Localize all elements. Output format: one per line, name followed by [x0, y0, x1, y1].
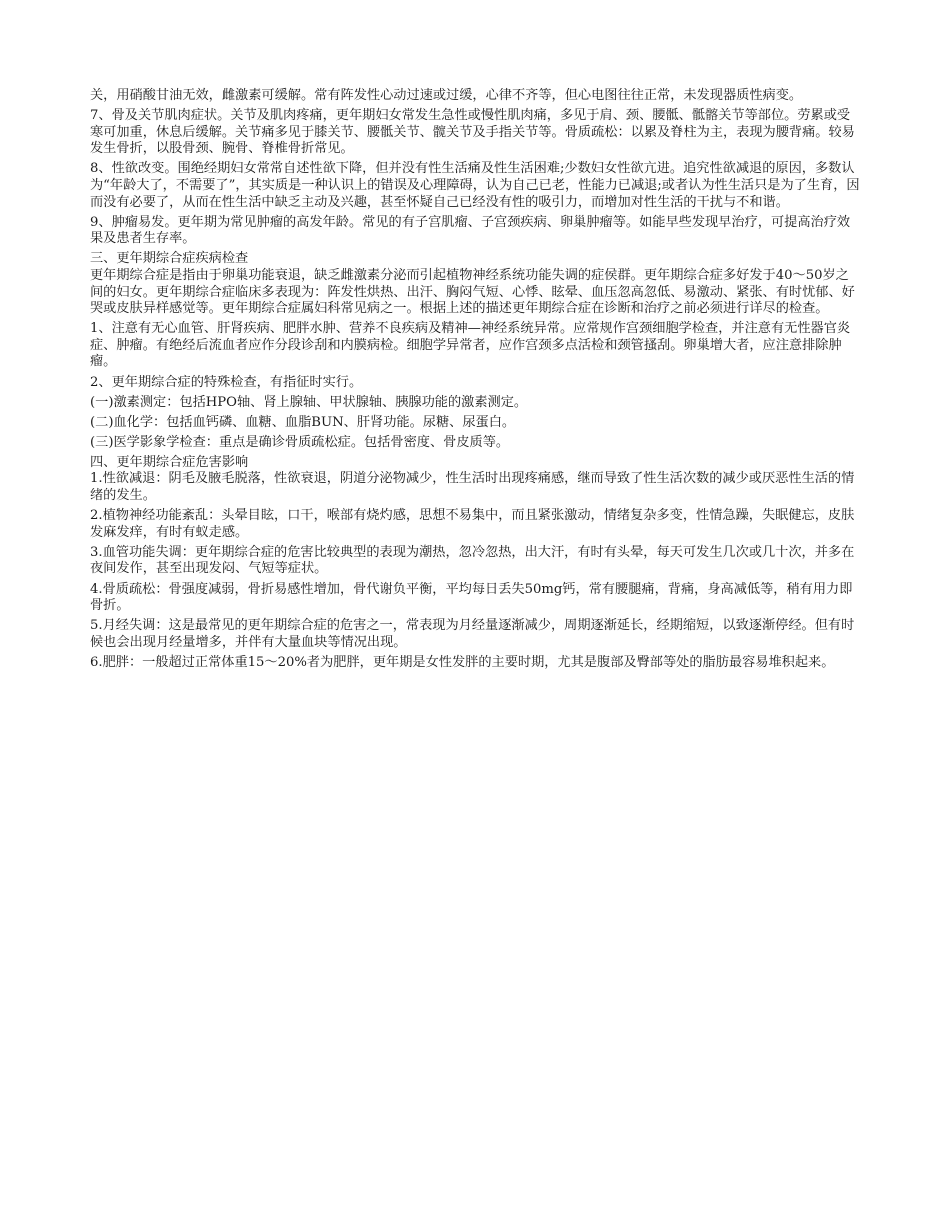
- paragraph-examination-intro: 更年期综合症是指由于卵巢功能衰退，缺乏雌激素分泌而引起植物神经系统功能失调的症侯群。更年期综合症多好发于40～50岁之间的妇女。更年期综合症临床多表现为：阵发性烘热、出汗、胸闷气短、心悸、眩晕、血压忽高忽低、易激动、紧张、有时忧郁、好哭或皮肤异样感觉等。更年期综合症属妇科常见病之一。根据上述的描述更年期综合症在诊断和治疗之前必须进行详尽的检查。: [90, 267, 855, 317]
- paragraph-harm-6: 6.肥胖：一般超过正常体重15～20%者为肥胖，更年期是女性发胖的主要时期，尤其是腹部及臀部等处的脂肪最容易堆积起来。: [90, 654, 835, 670]
- paragraph-blood-chemistry: (二)血化学：包括血钙磷、血糖、血脂BUN、肝肾功能。尿糖、尿蛋白。: [90, 414, 516, 430]
- paragraph-harm-5: 5.月经失调：这是最常见的更年期综合症的危害之一，常表现为月经量逐渐减少，周期逐渐延长，经期缩短，以致逐渐停经。但有时候也会出现月经量增多，并伴有大量血块等情况出现。: [90, 618, 855, 650]
- paragraph-imaging: (三)医学影象学检查：重点是确诊骨质疏松症。包括骨密度、骨皮质等。: [90, 434, 510, 450]
- paragraph-exam-item-1: 1、注意有无心血管、肝肾疾病、肥胖水肿、营养不良疾病及精神—神经系统异常。应常规作宫颈细胞学检查，并注意有无性器官炎症、肿瘤。有绝经后流血者应作分段诊刮和内膜病检。细胞学异常者，应作宫颈多点活检和颈管搔刮。卵巢增大者，应注意排除肿瘤。: [90, 321, 851, 370]
- paragraph-harm-1: 1.性欲减退：阴毛及腋毛脱落，性欲衰退，阴道分泌物减少，性生活时出现疼痛感，继而导致了性生活次数的减少或厌恶性生活的情绪的发生。: [90, 471, 855, 504]
- paragraph-continuation: 关，用硝酸甘油无效，雌激素可缓解。常有阵发性心动过速或过缓，心律不齐等，但心电图往往正常，未发现器质性病变。: [90, 88, 803, 103]
- section-heading-examination: 三、更年期综合症疾病检查: [90, 251, 249, 267]
- paragraph-tumor-prone: 9、肿瘤易发。更年期为常见肿瘤的高发年龄。常见的有子宫肌瘤、子宫颈疾病、卵巢肿瘤等。如能早些发现早治疗，可提高治疗效果及患者生存率。: [90, 214, 851, 247]
- paragraph-harm-2: 2.植物神经功能紊乱：头晕目眩，口干，喉部有烧灼感，思想不易集中，而且紧张激动，情绪复杂多变，性情急躁，失眠健忘，皮肤发麻发痒，有时有蚁走感。: [90, 508, 855, 540]
- paragraph-harm-4: 4.骨质疏松：骨强度减弱，骨折易感性增加，骨代谢负平衡，平均每日丢失50mg钙，常有腰腿痛，背痛，身高减低等，稍有用力即骨折。: [90, 581, 853, 614]
- paragraph-exam-item-2: 2、更年期综合症的特殊检查，有指征时实行。: [90, 374, 363, 390]
- paragraph-libido-change: 8、性欲改变。围绝经期妇女常常自述性欲下降，但并没有性生活痛及性生活困难;少数妇女性欲亢进。追究性欲减退的原因，多数认为“年龄大了，不需要了”，其实质是一种认识上的错误及心理障碍，认为自己已老，性能力已减退;或者认为性生活只是为了生育，因而没有必要了，从而在性生活中缺乏主动及兴趣，甚至怀疑自己已经没有性的吸引力，而增加对性生活的干扰与不和谐。: [90, 161, 860, 210]
- paragraph-hormone-test: (一)激素测定：包括HPO轴、肾上腺轴、甲状腺轴、胰腺功能的激素测定。: [90, 394, 528, 410]
- paragraph-bone-joint-symptoms: 7、骨及关节肌肉症状。关节及肌肉疼痛，更年期妇女常发生急性或慢性肌肉痛，多见于肩、颈、腰骶、骶髂关节等部位。劳累或受寒可加重，休息后缓解。关节痛多见于膝关节、腰骶关节、髋关节及手指关节等。骨质疏松：以累及脊柱为主，表现为腰背痛。较易发生骨折，以股骨颈、腕骨、脊椎骨折常见。: [90, 108, 855, 157]
- paragraph-harm-3: 3.血管功能失调：更年期综合症的危害比较典型的表现为潮热，忽冷忽热，出大汗，有时有头晕，每天可发生几次或几十次，并多在夜间发作，甚至出现发闷、气短等症状。: [90, 544, 855, 577]
- section-heading-harm: 四、更年期综合症危害影响: [90, 454, 249, 470]
- document-body: [90, 88, 862, 675]
